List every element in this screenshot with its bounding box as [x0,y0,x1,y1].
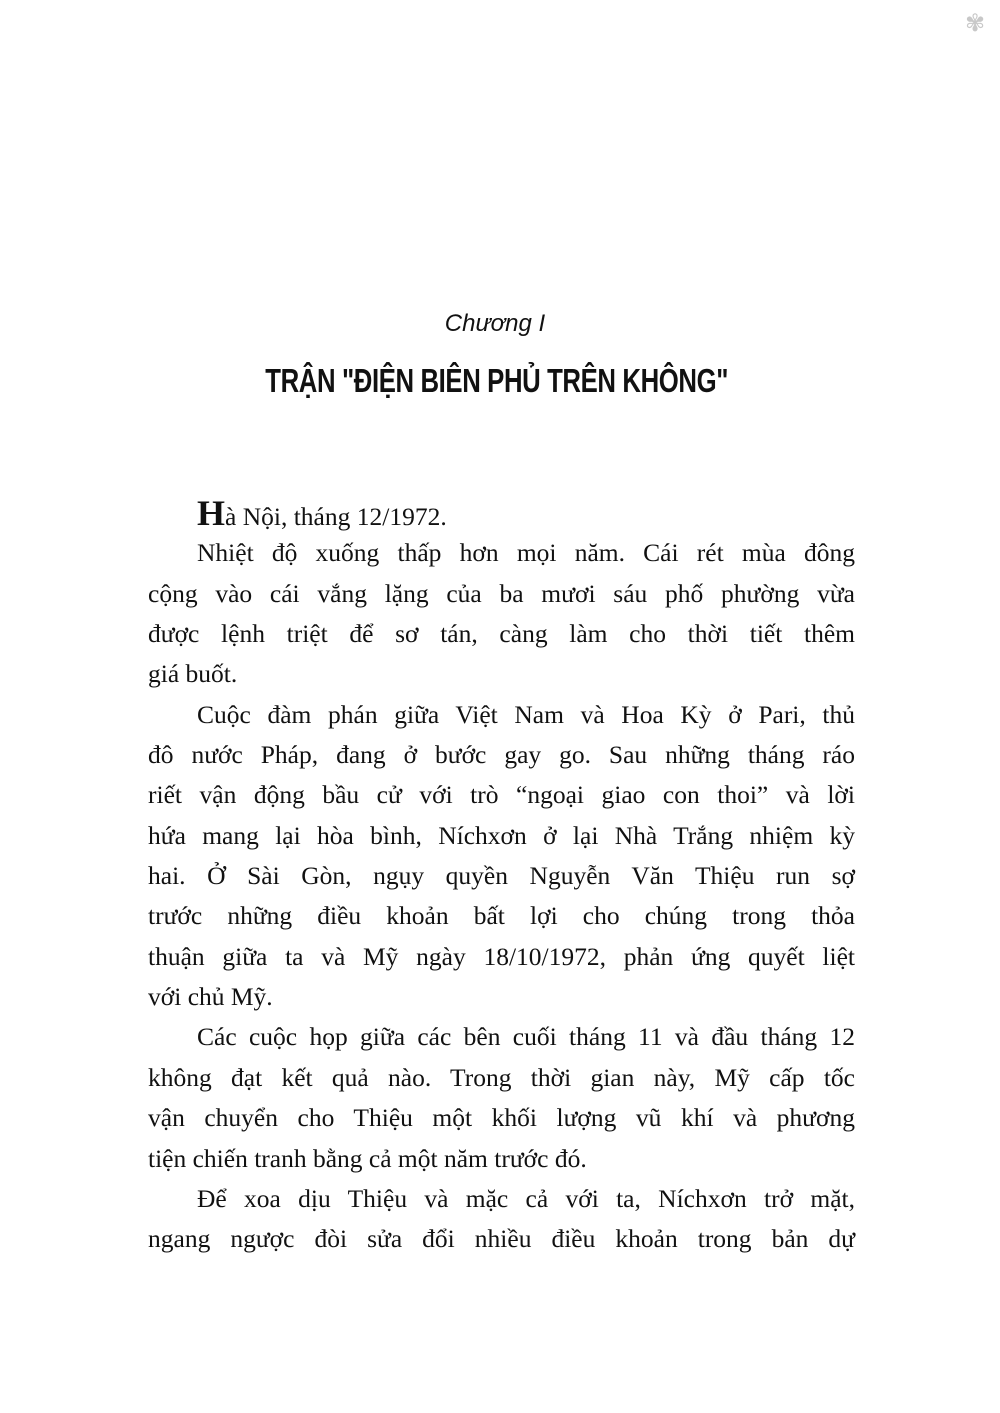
paragraph-line: Các cuộc họp giữa các bên cuối tháng 11 và đầu tháng 12 [197,1022,855,1052]
opening-text: à Nội, tháng 12/1972. [225,502,447,531]
paragraph-line: với chủ Mỹ. [148,982,273,1012]
paragraph-line: trước những điều khoản bất lợi cho chúng trong thỏa [148,901,855,931]
drop-cap: H [197,493,226,533]
chapter-label: Chương I [444,310,546,337]
paragraph-line: giá buốt. [148,659,238,689]
chapter-title [0,362,994,400]
paragraph-line: vận chuyển cho Thiệu một khối lượng vũ khí và phương [148,1103,855,1133]
paragraph-line: tiện chiến tranh bằng cả một năm trước đó. [148,1143,587,1173]
opening-line [148,493,855,533]
paragraph-line: riết vận động bầu cử với trò “ngoại giao con thoi” và lời [148,780,855,810]
paragraph-line: Cuộc đàm phán giữa Việt Nam và Hoa Kỳ ở Pari, thủ [197,699,855,729]
paragraph-line: được lệnh triệt để sơ tán, càng làm cho thời tiết thêm [148,619,855,649]
paragraph-line: hứa mang lại hòa bình, Níchxơn ở lại Nhà Trắng nhiệm kỳ [148,820,855,850]
paragraph-line: hai. Ở Sài Gòn, ngụy quyền Nguyễn Văn Thiệu run sợ [148,861,855,891]
paragraph-line: đô nước Pháp, đang ở bước gay go. Sau những tháng ráo [148,740,855,770]
paragraph-line: Để xoa dịu Thiệu và mặc cả với ta, Níchxơn trở mặt, [197,1183,855,1213]
body-text [148,493,855,1260]
paragraph-line: cộng vào cái vắng lặng của ba mươi sáu phố phường vừa [148,578,855,608]
paragraph-line: không đạt kết quả nào. Trong thời gian này, Mỹ cấp tốc [148,1062,855,1092]
paragraph-line: Nhiệt độ xuống thấp hơn mọi năm. Cái rét mùa đông [197,538,855,568]
chapter-title-text: TRẬN "ĐIỆN BIÊN PHỦ TRÊN KHÔNG" [265,362,729,399]
paragraph-line: thuận giữa ta và Mỹ ngày 18/10/1972, phản ứng quyết liệt [148,941,855,971]
paragraph-line: ngang ngược đòi sửa đổi nhiều điều khoản trong bản dự [148,1224,855,1254]
flower-watermark-icon: ✾ [964,9,986,37]
